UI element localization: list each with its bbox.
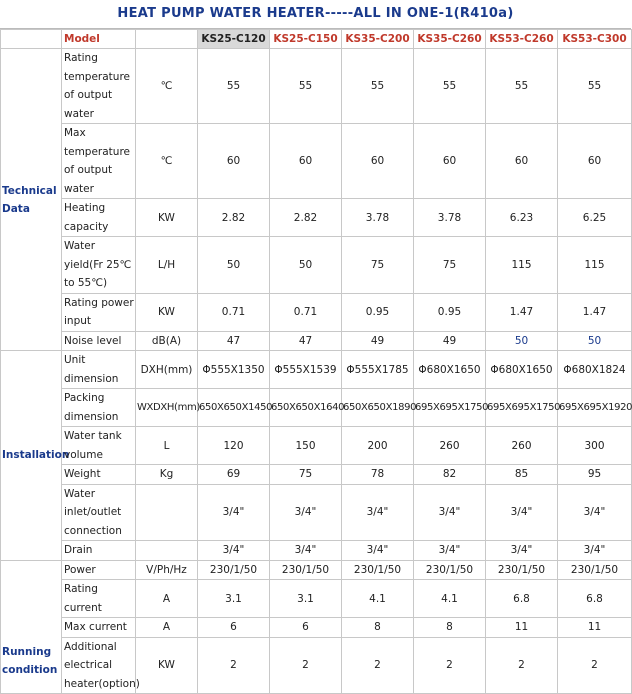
value-cell: 2.82 [198, 199, 270, 237]
value-cell: 47 [270, 331, 342, 351]
value-cell: 3.1 [198, 580, 270, 618]
value-cell: 3/4" [270, 484, 342, 541]
model-header-6: KS53-C300 [558, 30, 632, 49]
value-cell: 3/4" [342, 541, 414, 561]
value-cell: 120 [198, 427, 270, 465]
param-label: Heating capacity [62, 199, 136, 237]
value-cell: 3/4" [486, 541, 558, 561]
value-cell: 230/1/50 [342, 560, 414, 580]
unit-cell: WXDXH(mm) [136, 389, 198, 427]
value-cell: 3/4" [198, 484, 270, 541]
value-cell: 55 [270, 49, 342, 124]
unit-cell: ℃ [136, 124, 198, 199]
value-cell: 69 [198, 465, 270, 485]
table-row [1, 560, 632, 580]
unit-cell: KW [136, 637, 198, 694]
value-cell: 55 [558, 49, 632, 124]
unit-cell: A [136, 618, 198, 638]
value-cell: 6 [270, 618, 342, 638]
param-label: Rating power input [62, 293, 136, 331]
value-cell: 3/4" [270, 541, 342, 561]
table-row [1, 580, 632, 618]
value-cell: 3/4" [558, 541, 632, 561]
table-row [1, 465, 632, 485]
value-cell: 55 [198, 49, 270, 124]
model-header-2: KS25-C150 [270, 30, 342, 49]
value-cell: Φ555X1539 [270, 351, 342, 389]
unit-cell: dB(A) [136, 331, 198, 351]
unit-cell: Kg [136, 465, 198, 485]
value-cell: 11 [486, 618, 558, 638]
value-cell: 2 [558, 637, 632, 694]
value-cell: 200 [342, 427, 414, 465]
unit-cell: V/Ph/Hz [136, 560, 198, 580]
value-cell: 60 [558, 124, 632, 199]
model-header-5: KS53-C260 [486, 30, 558, 49]
model-label: Model [62, 30, 136, 49]
table-row [1, 637, 632, 694]
value-cell: 695X695X1750 [486, 389, 558, 427]
value-cell: 230/1/50 [486, 560, 558, 580]
section-running: Running condition [1, 560, 62, 694]
param-label: Power [62, 560, 136, 580]
value-cell: 2 [270, 637, 342, 694]
value-cell: 55 [486, 49, 558, 124]
value-cell: 3.78 [342, 199, 414, 237]
value-cell: 695X695X1750 [414, 389, 486, 427]
value-cell: Φ555X1785 [342, 351, 414, 389]
table-row [1, 293, 632, 331]
value-cell: 75 [414, 237, 486, 294]
value-cell: 95 [558, 465, 632, 485]
model-header-3: KS35-C200 [342, 30, 414, 49]
value-cell: 650X650X1450 [198, 389, 270, 427]
table-row [1, 351, 632, 389]
value-cell: 3/4" [558, 484, 632, 541]
value-cell: 8 [342, 618, 414, 638]
unit-cell: KW [136, 293, 198, 331]
value-cell: 650X650X1890 [342, 389, 414, 427]
param-label: Packing dimension [62, 389, 136, 427]
value-cell: 115 [486, 237, 558, 294]
unit-cell: A [136, 580, 198, 618]
value-cell: 1.47 [486, 293, 558, 331]
param-label: Unit dimension [62, 351, 136, 389]
value-cell: 50 [270, 237, 342, 294]
value-cell: 82 [414, 465, 486, 485]
value-cell: 60 [414, 124, 486, 199]
value-cell: Φ555X1350 [198, 351, 270, 389]
value-cell: 50 [198, 237, 270, 294]
value-cell: 260 [486, 427, 558, 465]
value-cell: 6 [198, 618, 270, 638]
value-cell: 3.78 [414, 199, 486, 237]
param-label: Drain [62, 541, 136, 561]
value-cell: 0.95 [414, 293, 486, 331]
value-cell: 6.23 [486, 199, 558, 237]
value-cell: 0.71 [270, 293, 342, 331]
value-cell: 230/1/50 [414, 560, 486, 580]
section-installation: Installation [1, 351, 62, 561]
param-label: Max current [62, 618, 136, 638]
value-cell: 1.47 [558, 293, 632, 331]
table-row [1, 237, 632, 294]
table-row [1, 484, 632, 541]
value-cell: 260 [414, 427, 486, 465]
value-cell: 6.8 [486, 580, 558, 618]
value-cell: 2 [486, 637, 558, 694]
value-cell: 3/4" [414, 484, 486, 541]
unit-cell: L [136, 427, 198, 465]
section-technical: Technical Data [1, 49, 62, 351]
param-label: Additional electrical heater(option) [62, 637, 136, 694]
table-row [1, 199, 632, 237]
value-cell: 49 [342, 331, 414, 351]
header-row [1, 30, 632, 49]
value-cell: 6.25 [558, 199, 632, 237]
value-cell: 55 [342, 49, 414, 124]
unit-cell: ℃ [136, 49, 198, 124]
value-cell: 4.1 [414, 580, 486, 618]
value-cell: 50 [558, 331, 632, 351]
unit-cell: KW [136, 199, 198, 237]
table-row [1, 124, 632, 199]
value-cell: 300 [558, 427, 632, 465]
value-cell: 3/4" [198, 541, 270, 561]
table-row [1, 49, 632, 124]
value-cell: 47 [198, 331, 270, 351]
value-cell: 3/4" [414, 541, 486, 561]
value-cell: 60 [486, 124, 558, 199]
value-cell: 6.8 [558, 580, 632, 618]
model-header-4: KS35-C260 [414, 30, 486, 49]
unit-cell: DXH(mm) [136, 351, 198, 389]
value-cell: 8 [414, 618, 486, 638]
value-cell: 2.82 [270, 199, 342, 237]
value-cell: 50 [486, 331, 558, 351]
value-cell: 3/4" [486, 484, 558, 541]
param-label: Water tank volume [62, 427, 136, 465]
page-title: HEAT PUMP WATER HEATER-----ALL IN ONE-1(R410a) [0, 0, 631, 29]
unit-header-cell [136, 30, 198, 49]
param-label: Max temperature of output water [62, 124, 136, 199]
value-cell: 230/1/50 [270, 560, 342, 580]
param-label: Noise level [62, 331, 136, 351]
value-cell: 85 [486, 465, 558, 485]
value-cell: 75 [342, 237, 414, 294]
value-cell: 0.95 [342, 293, 414, 331]
value-cell: 695X695X1920 [558, 389, 632, 427]
value-cell: 150 [270, 427, 342, 465]
value-cell: 650X650X1640 [270, 389, 342, 427]
param-label: Rating temperature of output water [62, 49, 136, 124]
value-cell: 230/1/50 [558, 560, 632, 580]
value-cell: 2 [414, 637, 486, 694]
value-cell: 49 [414, 331, 486, 351]
value-cell: 0.71 [198, 293, 270, 331]
value-cell: Φ680X1824 [558, 351, 632, 389]
value-cell: 230/1/50 [198, 560, 270, 580]
value-cell: 60 [342, 124, 414, 199]
spec-table [0, 29, 632, 694]
value-cell: 2 [198, 637, 270, 694]
table-row [1, 427, 632, 465]
unit-cell [136, 484, 198, 541]
param-label: Water yield(Fr 25℃ to 55℃) [62, 237, 136, 294]
value-cell: Φ680X1650 [486, 351, 558, 389]
value-cell: 3.1 [270, 580, 342, 618]
param-label: Weight [62, 465, 136, 485]
table-row [1, 618, 632, 638]
value-cell: 4.1 [342, 580, 414, 618]
value-cell: 3/4" [342, 484, 414, 541]
value-cell: 55 [414, 49, 486, 124]
model-header-1: KS25-C120 [198, 30, 270, 49]
table-row [1, 331, 632, 351]
value-cell: 11 [558, 618, 632, 638]
value-cell: 60 [198, 124, 270, 199]
value-cell: 115 [558, 237, 632, 294]
unit-cell [136, 541, 198, 561]
value-cell: 2 [342, 637, 414, 694]
table-row [1, 389, 632, 427]
value-cell: 75 [270, 465, 342, 485]
corner-cell [1, 30, 62, 49]
value-cell: 60 [270, 124, 342, 199]
param-label: Water inlet/outlet connection [62, 484, 136, 541]
value-cell: 78 [342, 465, 414, 485]
value-cell: Φ680X1650 [414, 351, 486, 389]
table-row [1, 541, 632, 561]
unit-cell: L/H [136, 237, 198, 294]
param-label: Rating current [62, 580, 136, 618]
